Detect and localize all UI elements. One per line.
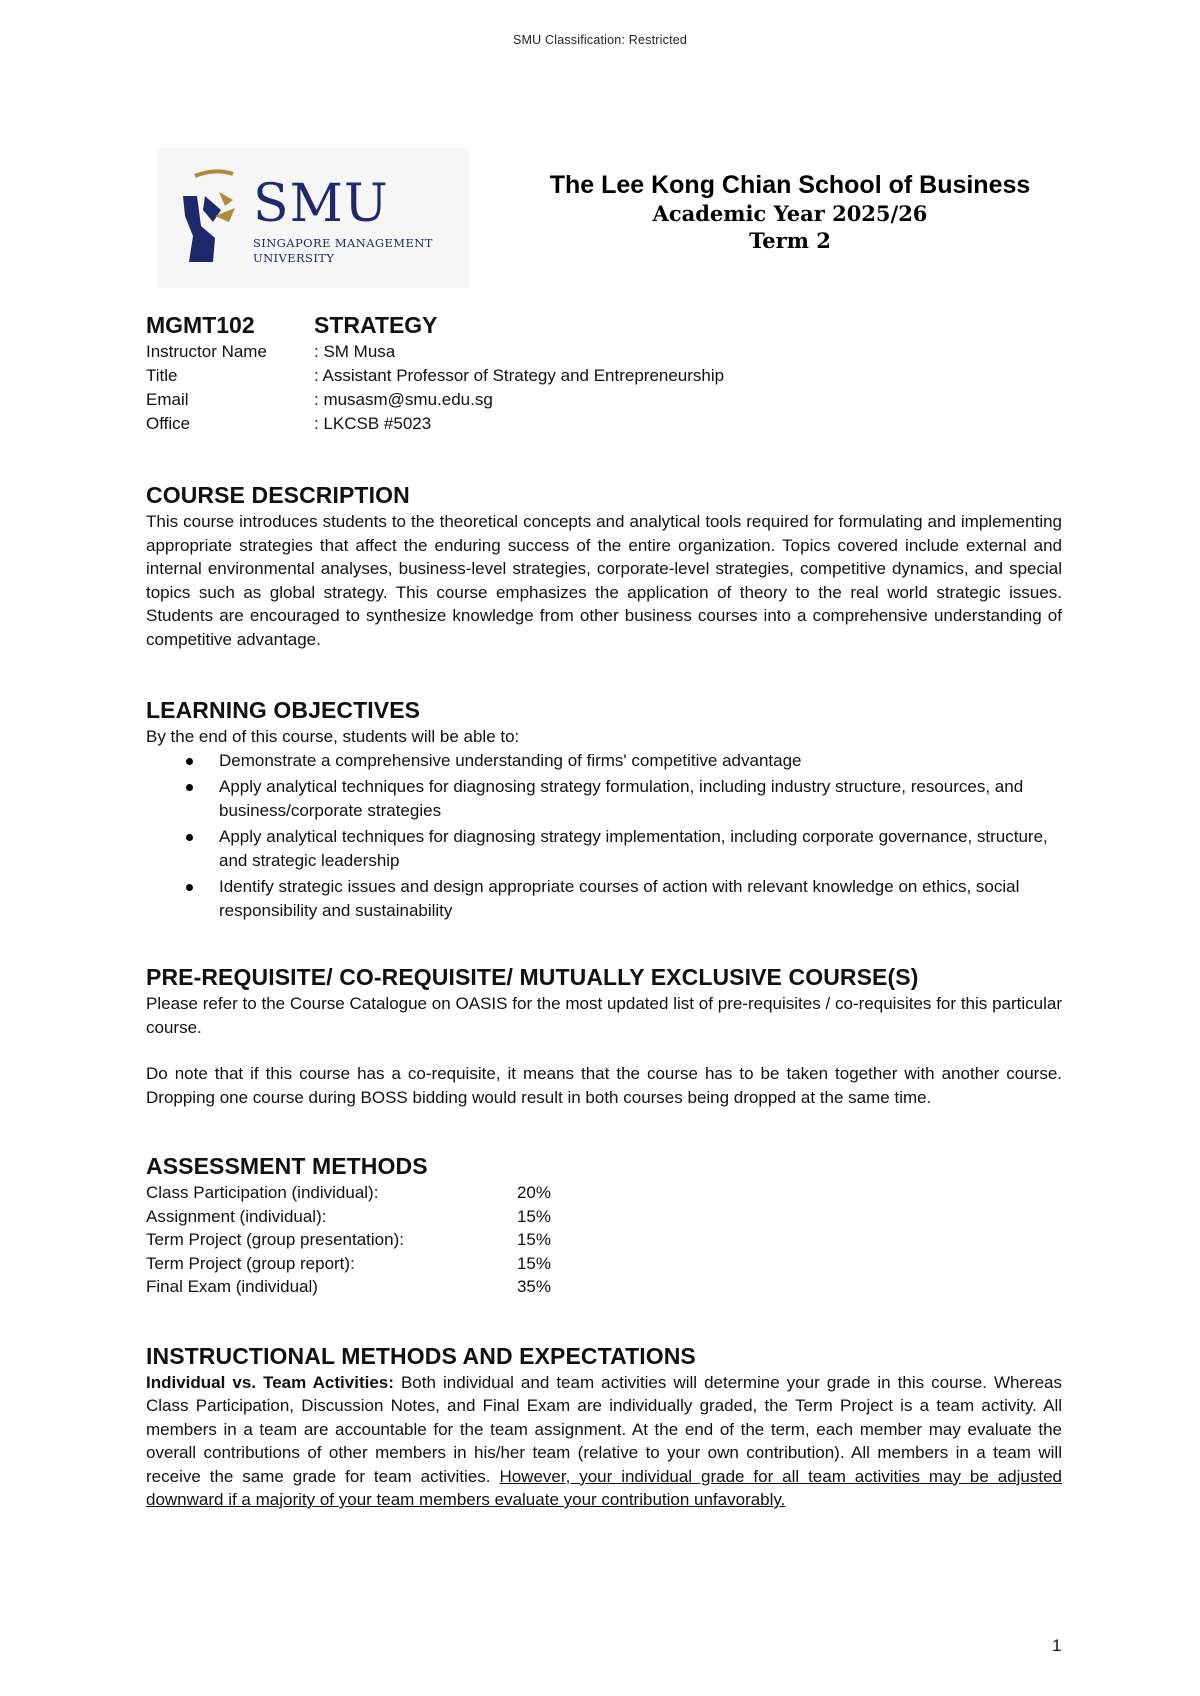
logo-wordmark: SMU <box>253 174 389 234</box>
assessment-weight: 15% <box>516 1206 551 1226</box>
term: Term 2 <box>749 228 831 253</box>
instructional-body: Both individual and team activities will determine your grade in this course. Whereas Class Participation, Discussion Notes, and Final Exam are individually graded, the Term Project is a team activity. All members in a team are accountable for the team assignment. At the end of the term, each member may evaluate the overall contributions of other members in his/her team (relative to your own contribution). All members in a team will receive the same grade for team activities. <box>146 1372 1063 1486</box>
course-code: MGMT102 <box>146 312 255 338</box>
assessment-row <box>146 1181 1062 1205</box>
objectives-intro: By the end of this course, students will be able to: <box>146 727 520 746</box>
course-title: STRATEGY <box>314 312 438 338</box>
section-heading: PRE-REQUISITE/ CO-REQUISITE/ MUTUALLY EXCLUSIVE COURSE(S) <box>146 964 919 990</box>
assessment-label: Final Exam (individual) <box>146 1277 318 1296</box>
instructional-lead: Individual vs. Team Activities: <box>146 1372 394 1392</box>
info-row <box>146 340 1062 364</box>
section-prereq <box>146 962 1062 1109</box>
section-heading: COURSE DESCRIPTION <box>146 482 410 508</box>
section-heading: INSTRUCTIONAL METHODS AND EXPECTATIONS <box>146 1342 696 1369</box>
smu-logo <box>157 148 469 288</box>
smu-emblem-icon <box>175 166 245 266</box>
assessment-weight: 20% <box>516 1183 551 1202</box>
assessment-label: Term Project (group report): <box>146 1253 355 1273</box>
objectives-list <box>146 749 1062 923</box>
section-heading: ASSESSMENT METHODS <box>146 1153 428 1179</box>
academic-year: Academic Year 2025/26 <box>652 201 928 226</box>
assessment-row <box>146 1275 1062 1299</box>
classification-label: SMU Classification: Restricted <box>512 33 688 47</box>
assessment-weight: 35% <box>516 1277 551 1296</box>
list-item: Demonstrate a comprehensive understanding of firms' competitive advantage <box>146 749 1062 773</box>
info-label: Email <box>146 390 189 409</box>
prereq-text-2: Do note that if this course has a co-requisite, it means that the course has to be taken together with another course. Dropping one course during BOSS bidding would result in both courses being dropped at the same time. <box>146 1064 1062 1107</box>
section-description <box>146 480 1062 651</box>
info-row <box>146 412 1062 436</box>
assessment-label: Term Project (group presentation): <box>146 1230 404 1249</box>
course-heading <box>146 310 1062 340</box>
info-value: : Assistant Professor of Strategy and Entrepreneurship <box>314 366 725 385</box>
section-objectives <box>146 695 1062 922</box>
logo-subtitle: SINGAPORE MANAGEMENT UNIVERSITY <box>253 236 433 265</box>
email-value[interactable]: : musasm@smu.edu.sg <box>314 390 493 409</box>
prereq-text-1: Please refer to the Course Catalogue on OASIS for the most updated list of pre-requisites / co-requisites for this particular course. <box>146 994 1062 1037</box>
assessment-weight: 15% <box>516 1230 551 1249</box>
section-heading: LEARNING OBJECTIVES <box>146 697 421 723</box>
list-item: Apply analytical techniques for diagnosing strategy implementation, including corporate governance, structure, and strategic leadership <box>146 825 1062 872</box>
course-outline <box>146 310 1062 1512</box>
info-label: Title <box>146 366 178 385</box>
info-value: : SM Musa <box>314 342 396 361</box>
section-assessment <box>146 1151 1062 1299</box>
school-name: The Lee Kong Chian School of Business <box>549 171 1031 199</box>
page-number: 1 <box>1052 1636 1062 1655</box>
instructional-text <box>146 1371 1062 1512</box>
assessment-label: Class Participation (individual): <box>146 1183 379 1202</box>
assessment-row <box>146 1252 1062 1276</box>
instructional-underlined: However, your individual grade for all team activities may be adjusted downward if a majority of your team members evaluate your contribution unfavorably. <box>146 1466 1062 1509</box>
info-label: Office <box>146 414 191 433</box>
list-item: Apply analytical techniques for diagnosing strategy formulation, including industry structure, resources, and business/corporate strategies <box>146 775 1062 822</box>
info-row <box>146 388 1062 412</box>
info-label: Instructor Name <box>146 342 267 361</box>
section-instructional <box>146 1341 1062 1512</box>
info-value: : LKCSB #5023 <box>314 414 432 433</box>
school-header <box>480 170 1100 254</box>
assessment-label: Assignment (individual): <box>146 1206 327 1226</box>
assessment-row <box>146 1228 1062 1252</box>
list-item: Identify strategic issues and design appropriate courses of action with relevant knowledge on ethics, social responsibility and sustainability <box>146 875 1062 922</box>
assessment-weight: 15% <box>516 1253 551 1273</box>
assessment-row <box>146 1205 1062 1229</box>
info-row <box>146 364 1062 388</box>
description-text: This course introduces students to the theoretical concepts and analytical tools required for formulating and implementing appropriate strategies that affect the enduring success of the entire organization. Topics covered include external and internal environmental analyses, business-level strategies, corporate-level strategies, competitive dynamics, and special topics such as global strategy. This course emphasizes the application of theory to the real world strategic issues. Students are encouraged to synthesize knowledge from other business courses into a comprehensive understanding of competitive advantage. <box>146 512 1062 649</box>
